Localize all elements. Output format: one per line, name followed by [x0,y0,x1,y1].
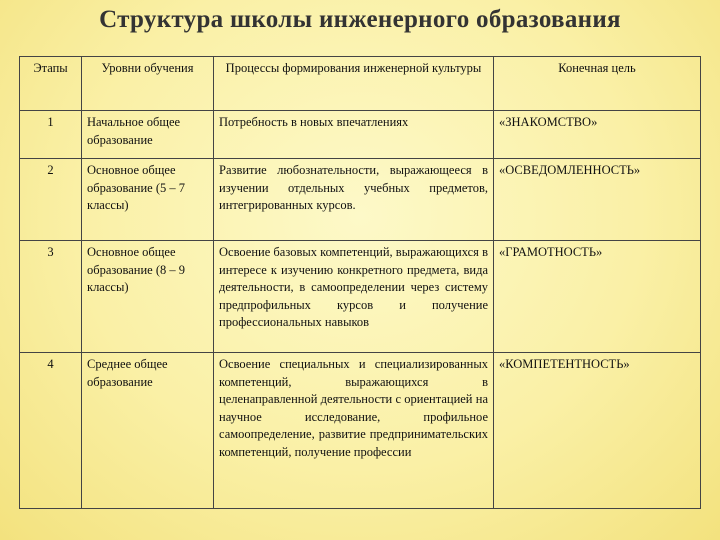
stage-cell: 1 [20,111,82,159]
education-structure-table [19,56,701,509]
level-cell: Основное общее образование (5 – 7 классы) [82,159,214,241]
table-row [20,241,701,353]
header-processes: Процессы формирования инженерной культуры [214,57,494,111]
level-cell: Основное общее образование (8 – 9 классы) [82,241,214,353]
goal-cell: «ОСВЕДОМЛЕННОСТЬ» [494,159,701,241]
stage-cell: 2 [20,159,82,241]
goal-cell: «КОМПЕТЕНТНОСТЬ» [494,353,701,509]
process-cell: Потребность в новых впечатлениях [214,111,494,159]
process-cell: Развитие любознательности, выражающееся в изучении отдельных учебных предметов, интегрированных курсов. [214,159,494,241]
page-title: Структура школы инженерного образования [99,6,621,33]
goal-cell: «ЗНАКОМСТВО» [494,111,701,159]
table-row [20,353,701,509]
stage-cell: 4 [20,353,82,509]
stage-cell: 3 [20,241,82,353]
process-cell: Освоение базовых компетенций, выражающихся в интересе к изучению конкретного предмета, вида деятельности, в самоопределении через систему предпрофильных курсов и получение профессиональных навыков [214,241,494,353]
goal-cell: «ГРАМОТНОСТЬ» [494,241,701,353]
process-cell: Освоение специальных и специализированных компетенций, выражающихся в целенаправленной деятельности с ориентацией на научное исследование, профильное самоопределение, развитие предпринимательских компетенций, получение профессии [214,353,494,509]
header-goal: Конечная цель [494,57,701,111]
header-levels: Уровни обучения [82,57,214,111]
table-row [20,111,701,159]
table-header-row [20,57,701,111]
table-row [20,159,701,241]
header-stages: Этапы [20,57,82,111]
level-cell: Начальное общее образование [82,111,214,159]
level-cell: Среднее общее образование [82,353,214,509]
